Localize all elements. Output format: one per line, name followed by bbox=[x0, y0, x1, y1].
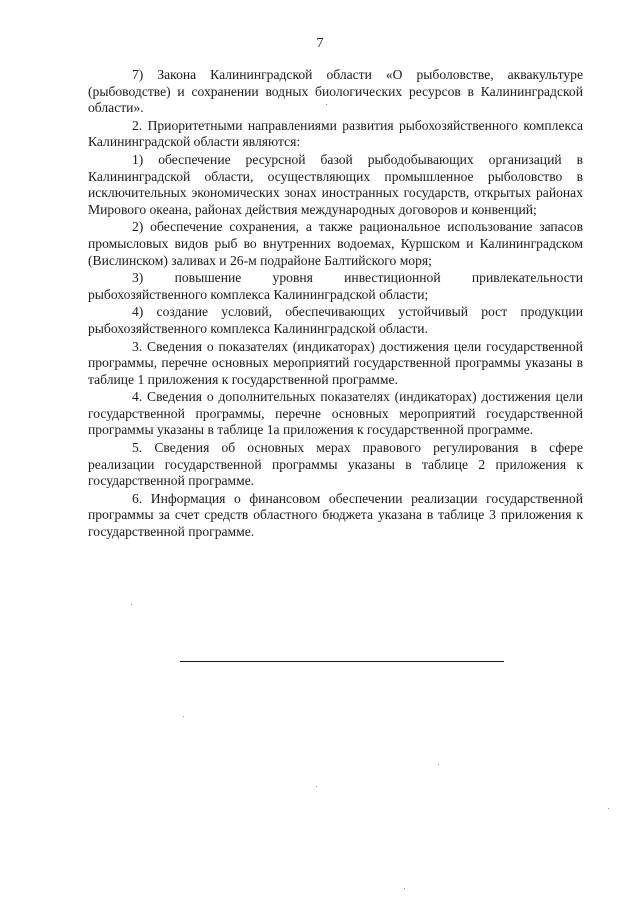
closing-divider-line bbox=[180, 661, 504, 662]
paragraph-section-5: 5. Сведения об основных мерах правового регулирования в сфере реализации государственной программы указаны в таблице 2 приложения к государственной программе. bbox=[88, 440, 583, 489]
scan-speck bbox=[404, 888, 405, 889]
paragraph-priority-1: 1) обеспечение ресурсной базой рыбодобывающих организаций в Калининградской области, осуществляющих промышленное рыболовство в исключительных экономических зонах иностранных государств, открытых районах Мирового океана, районах действия международных договоров и конвенций; bbox=[88, 151, 583, 217]
paragraph-priorities-intro: 2. Приоритетными направлениями развития рыбохозяйственного комплекса Калининградской области являются: bbox=[88, 117, 583, 150]
scan-speck bbox=[183, 716, 184, 717]
scan-speck bbox=[438, 764, 439, 765]
paragraph-section-6: 6. Информация о финансовом обеспечении реализации государственной программы за счет средств областного бюджета указана в таблице 3 приложения к государственной программе. bbox=[88, 490, 583, 540]
scan-speck bbox=[326, 104, 327, 105]
scan-speck bbox=[608, 808, 609, 809]
paragraph-priority-2: 2) обеспечение сохранения, а также рациональное использование запасов промысловых видов рыб во внутренних водоемах, Куршском и Калининградском (Вислинском) заливах и 26-м подрайоне Балтийского моря; bbox=[88, 219, 583, 268]
document-body bbox=[88, 67, 583, 542]
page-number: 7 bbox=[316, 36, 324, 51]
scan-speck bbox=[131, 604, 132, 605]
paragraph-section-3: 3. Сведения о показателях (индикаторах) достижения цели государственной программы, перечне основных мероприятий государственной программы указаны в таблице 1 приложения к государственной программе. bbox=[88, 338, 583, 387]
paragraph-priority-3: 3) повышение уровня инвестиционной привлекательности рыбохозяйственного комплекса Калининградской области; bbox=[88, 270, 583, 302]
paragraph-section-4: 4. Сведения о дополнительных показателях (индикаторах) достижения цели государственной программы, перечне основных мероприятий государственной программы указаны в таблице 1а приложения к государственной программе. bbox=[88, 389, 583, 438]
paragraph-law-item-7: 7) Закона Калининградской области «О рыболовстве, аквакультуре (рыбоводстве) и сохранении водных биологических ресурсов в Калининградской области». bbox=[88, 67, 583, 116]
paragraph-priority-4: 4) создание условий, обеспечивающих устойчивый рост продукции рыбохозяйственного комплекса Калининградской области. bbox=[88, 304, 583, 336]
scan-speck bbox=[316, 786, 317, 787]
